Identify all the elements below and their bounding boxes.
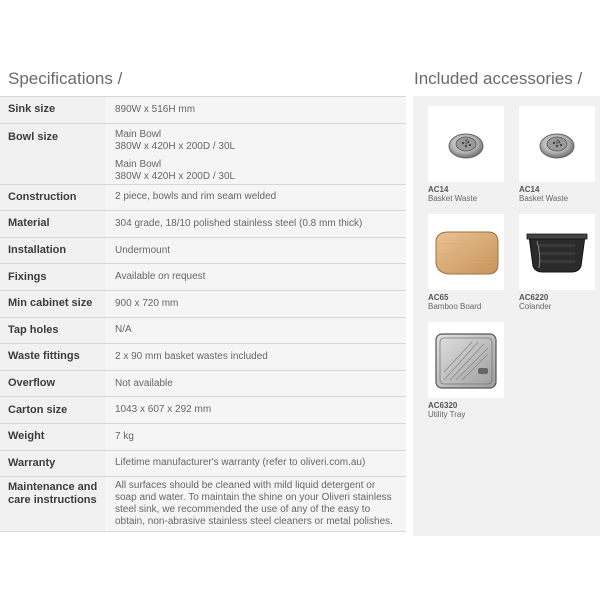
accessory-name: Basket Waste (519, 194, 569, 203)
spec-label: Min cabinet size (0, 291, 107, 317)
accessory-card[interactable] (428, 214, 504, 312)
spec-label: Bowl size (0, 124, 107, 184)
spec-label: Tap holes (0, 318, 107, 344)
spec-label: Warranty (0, 451, 107, 477)
spec-row-material (0, 211, 406, 238)
spec-value: 304 grade, 18/10 polished stainless steel (0.8 mm thick) (107, 211, 406, 237)
spec-label: Sink size (0, 97, 107, 123)
spec-row-installation (0, 238, 406, 265)
accessory-code: AC65 (428, 293, 449, 302)
spec-label: Material (0, 211, 107, 237)
spec-row-overflow (0, 371, 406, 398)
accessory-card[interactable] (519, 214, 595, 312)
accessory-code: AC6220 (519, 293, 549, 302)
spec-value: 2 piece, bowls and rim seam welded (107, 185, 406, 211)
spec-label: Construction (0, 185, 107, 211)
spec-value: N/A (107, 318, 406, 344)
bamboo-board-icon (428, 214, 504, 290)
spec-value: 7 kg (107, 424, 406, 450)
spec-label: Overflow (0, 371, 107, 397)
spec-row-weight (0, 424, 406, 451)
spec-label: Weight (0, 424, 107, 450)
spec-value-line: All surfaces should be cleaned with mild liquid detergent or (115, 480, 376, 492)
accessories-panel (413, 96, 600, 536)
spec-row-maintenance (0, 477, 406, 532)
spec-row-warranty (0, 451, 406, 478)
spec-row-waste-fittings (0, 344, 406, 371)
basket-waste-icon (519, 106, 595, 182)
specifications-table (0, 96, 406, 532)
spec-value (107, 477, 406, 531)
accessory-name: Basket Waste (428, 194, 478, 203)
spec-label (0, 477, 107, 531)
spec-value (107, 124, 406, 184)
spec-label: Waste fittings (0, 344, 107, 370)
bowl-part (115, 129, 406, 153)
spec-row-sink-size (0, 97, 406, 124)
spec-value-line: obtain, non-abrasive stainless steel cleaners or metal polishes. (115, 516, 393, 528)
bowl-part (115, 159, 406, 183)
bowl-part-name: Main Bowl (115, 158, 162, 170)
accessory-code: AC14 (519, 185, 540, 194)
spec-value: Lifetime manufacturer's warranty (refer to oliveri.com.au) (107, 451, 406, 477)
spec-value-line: steel sink, we recommended the use of any of the easy to (115, 504, 371, 516)
spec-label: Installation (0, 238, 107, 264)
accessory-code: AC6320 (428, 401, 458, 410)
spec-row-construction (0, 185, 406, 212)
accessories-section (413, 66, 600, 536)
specifications-section (0, 66, 406, 532)
spec-value: Available on request (107, 264, 406, 290)
spec-label: Carton size (0, 397, 107, 423)
spec-row-min-cabinet-size (0, 291, 406, 318)
basket-waste-icon (428, 106, 504, 182)
spec-row-carton-size (0, 397, 406, 424)
spec-row-fixings (0, 264, 406, 291)
utility-tray-icon (428, 322, 504, 398)
spec-label-line: care instructions (8, 494, 97, 507)
accessory-code: AC14 (428, 185, 449, 194)
spec-value: 900 x 720 mm (107, 291, 406, 317)
accessory-card[interactable] (519, 106, 595, 204)
accessory-card[interactable] (428, 106, 504, 204)
bowl-part-name: Main Bowl (115, 128, 162, 140)
accessory-card[interactable] (428, 322, 504, 420)
spec-label: Fixings (0, 264, 107, 290)
specifications-title: Specifications / (8, 69, 123, 88)
spec-value: 2 x 90 mm basket wastes included (107, 344, 406, 370)
accessory-name: Bamboo Board (428, 302, 482, 311)
spec-value-line: soap and water. To maintain the shine on your Oliveri stainless (115, 492, 392, 504)
accessories-title: Included accessories / (414, 69, 583, 88)
colander-icon (519, 214, 595, 290)
bowl-part-dimensions: 380W x 420H x 200D / 30L (115, 140, 236, 152)
spec-value: 890W x 516H mm (107, 97, 406, 123)
spec-value: Not available (107, 371, 406, 397)
spec-row-bowl-size (0, 124, 406, 185)
spec-value: 1043 x 607 x 292 mm (107, 397, 406, 423)
spec-row-tap-holes (0, 318, 406, 345)
spec-label-line: Maintenance and (8, 481, 98, 494)
accessory-name: Colander (519, 302, 552, 311)
bowl-part-dimensions: 380W x 420H x 200D / 30L (115, 170, 236, 182)
accessory-name: Utility Tray (428, 410, 466, 419)
spec-value: Undermount (107, 238, 406, 264)
